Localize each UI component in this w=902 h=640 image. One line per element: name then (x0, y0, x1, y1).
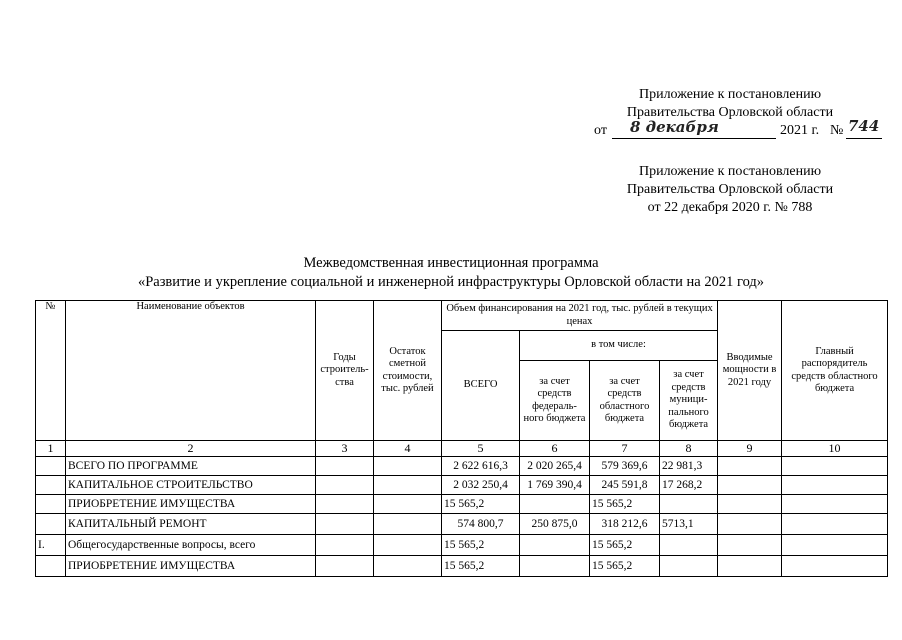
row-federal (520, 535, 590, 556)
row-num (36, 556, 66, 577)
row-years (316, 495, 374, 514)
column-number: 7 (590, 441, 660, 457)
row-years (316, 457, 374, 476)
column-number: 10 (782, 441, 888, 457)
column-number: 9 (718, 441, 782, 457)
row-regional: 579 369,6 (590, 457, 660, 476)
row-manager (782, 514, 888, 535)
row-total: 15 565,2 (442, 495, 520, 514)
document-title-line2: «Развитие и укрепление социальной и инженерной инфраструктуры Орловской области на 2021 год» (137, 274, 765, 290)
column-number: 2 (66, 441, 316, 457)
row-remainder (374, 535, 442, 556)
row-name: ПРИОБРЕТЕНИЕ ИМУЩЕСТВА (66, 556, 316, 577)
appendix-new-date: 8 декабря (630, 118, 719, 136)
appendix-old-line3: от 22 декабря 2020 г. № 788 (647, 200, 813, 215)
appendix-old-header (600, 163, 860, 217)
row-capacity (718, 514, 782, 535)
table-row (36, 495, 888, 514)
row-federal: 1 769 390,4 (520, 476, 590, 495)
appendix-new-header (600, 86, 860, 122)
row-remainder (374, 495, 442, 514)
row-num (36, 457, 66, 476)
row-federal (520, 495, 590, 514)
header-municipal: за счет средств муници-пального бюджета (660, 361, 718, 441)
header-years: Годы строитель-ства (316, 301, 374, 441)
row-regional: 15 565,2 (590, 556, 660, 577)
appendix-old-line2: Правительства Орловской области (626, 182, 834, 197)
column-number: 8 (660, 441, 718, 457)
row-total: 15 565,2 (442, 556, 520, 577)
row-manager (782, 556, 888, 577)
header-name: Наименование объектов (66, 301, 316, 441)
row-manager (782, 476, 888, 495)
column-number: 1 (36, 441, 66, 457)
row-total: 2 622 616,3 (442, 457, 520, 476)
column-number: 5 (442, 441, 520, 457)
row-regional: 15 565,2 (590, 535, 660, 556)
row-remainder (374, 514, 442, 535)
appendix-old-line1: Приложение к постановлению (638, 164, 822, 179)
header-num: № (36, 301, 66, 441)
row-remainder (374, 457, 442, 476)
row-num (36, 476, 66, 495)
row-total: 15 565,2 (442, 535, 520, 556)
appendix-new-line1: Приложение к постановлению (638, 87, 822, 102)
header-including: в том числе: (520, 331, 718, 361)
row-total: 2 032 250,4 (442, 476, 520, 495)
row-name: ВСЕГО ПО ПРОГРАММЕ (66, 457, 316, 476)
row-municipal (660, 495, 718, 514)
row-federal: 250 875,0 (520, 514, 590, 535)
row-remainder (374, 476, 442, 495)
header-remainder: Остаток сметной стоимости, тыс. рублей (374, 301, 442, 441)
row-years (316, 476, 374, 495)
header-financing: Объем финансирования на 2021 год, тыс. рублей в текущих ценах (442, 301, 718, 331)
row-total: 574 800,7 (442, 514, 520, 535)
row-manager (782, 457, 888, 476)
row-capacity (718, 457, 782, 476)
row-capacity (718, 476, 782, 495)
header-capacity: Вводимые мощности в 2021 году (718, 301, 782, 441)
row-capacity (718, 556, 782, 577)
number-underline (846, 138, 882, 139)
row-manager (782, 535, 888, 556)
row-municipal: 22 981,3 (660, 457, 718, 476)
row-regional: 15 565,2 (590, 495, 660, 514)
header-regional: за счет средств областного бюджета (590, 361, 660, 441)
appendix-new-number: 744 (848, 117, 880, 135)
row-name: КАПИТАЛЬНОЕ СТРОИТЕЛЬСТВО (66, 476, 316, 495)
investment-table (35, 300, 888, 577)
row-capacity (718, 495, 782, 514)
appendix-new-line2: Правительства Орловской области (626, 105, 834, 120)
date-underline (612, 138, 776, 139)
row-regional: 318 212,6 (590, 514, 660, 535)
appendix-new-year: 2021 г. (780, 123, 820, 138)
row-num (36, 495, 66, 514)
column-number: 6 (520, 441, 590, 457)
table-row (36, 556, 888, 577)
appendix-new-number-sign: № (830, 123, 844, 138)
table-row (36, 476, 888, 495)
table-row (36, 514, 888, 535)
row-federal (520, 556, 590, 577)
row-name: Общегосударственные вопросы, всего (66, 535, 316, 556)
row-name: КАПИТАЛЬНЫЙ РЕМОНТ (66, 514, 316, 535)
appendix-new-from-label: от (594, 123, 607, 138)
row-years (316, 556, 374, 577)
row-name: ПРИОБРЕТЕНИЕ ИМУЩЕСТВА (66, 495, 316, 514)
table-row (36, 457, 888, 476)
row-municipal (660, 535, 718, 556)
header-manager: Главный распорядитель средств областного бюджета (782, 301, 888, 441)
row-capacity (718, 535, 782, 556)
row-years (316, 535, 374, 556)
row-num (36, 514, 66, 535)
row-regional: 245 591,8 (590, 476, 660, 495)
column-number: 4 (374, 441, 442, 457)
row-remainder (374, 556, 442, 577)
column-number: 3 (316, 441, 374, 457)
row-manager (782, 495, 888, 514)
column-number-row (36, 441, 888, 457)
row-federal: 2 020 265,4 (520, 457, 590, 476)
header-federal: за счет средств федераль-ного бюджета (520, 361, 590, 441)
row-years (316, 514, 374, 535)
row-municipal (660, 556, 718, 577)
document-title-line1: Межведомственная инвестиционная программа (303, 255, 599, 271)
table-row (36, 535, 888, 556)
header-total: ВСЕГО (442, 331, 520, 441)
row-municipal: 17 268,2 (660, 476, 718, 495)
row-num: I. (36, 535, 66, 556)
row-municipal: 5713,1 (660, 514, 718, 535)
